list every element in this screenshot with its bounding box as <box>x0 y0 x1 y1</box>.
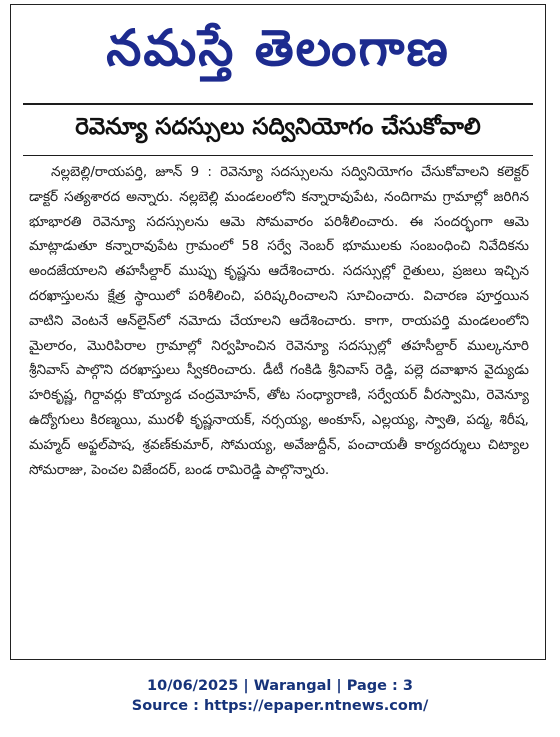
divider-headline <box>23 155 533 156</box>
masthead <box>11 9 545 87</box>
article-paragraph: నల్లబెల్లి/రాయపర్తి, జూన్ 9 : రెవెన్యూ సదస్సులను సద్వినియోగం చేసుకోవాలని కలెక్టర్ డాక్టర్ సత్యశారద అన్నారు. నల్లబెల్లి మండలంలోని కన్నారావుపేట, నందిగామ గ్రామాల్లో జరిగిన భూభారతి రెవెన్యూ సదస్సులను ఆమె సోమవారం పరిశీలించారు. ఈ సందర్భంగా ఆమె మాట్లాడుతూ కన్నారావుపేట గ్రామంలో 58 సర్వే నెంబర్ భూములకు సంబంధించి నివేదికను అందజేయాలని తహసీల్దార్ ముప్పు కృష్ణను ఆదేశించారు. సదస్సుల్లో రైతులు, ప్రజలు ఇచ్చిన దరఖాస్తులను క్షేత్ర స్థాయిలో పరిశీలించి, పరిష్కరించాలని సూచించారు. విచారణ పూర్తయిన వాటిని వెంటనే ఆన్‌లైన్‌లో నమోదు చేయాలని ఆదేశించారు. కాగా, రాయపర్తి మండలంలోని మైలారం, మొరిపిరాల గ్రామాల్లో నిర్వహించిన రెవెన్యూ సదస్సుల్లో తహసీల్దార్ ముల్కనూరి శ్రీనివాస్ పాల్గొని దరఖాస్తులు స్వీకరించారు. డీటీ గంకిడి శ్రీనివాస్ రెడ్డి, పల్లె దవాఖాన వైద్యుడు హరికృష్ణ, గిర్దావర్లు కొయ్యాడ చంద్రమోహన్, తోట సంధ్యారాణి, సర్వేయర్ వీరస్వామి, రెవెన్యూ ఉద్యోగులు కిరణ్మయి, మురళీ కృష్ణనాయక్, నర్సయ్య, అంకూస్, ఎల్లయ్య, స్వాతి, పద్మ, శిరీష, మహ్మద్ అఫ్జల్‌పాష, శ్రవణ్‌కుమార్, సోమయ్య, అవేజుద్దీన్, పంచాయతీ కార్యదర్శులు చిట్యాల సోమరాజు, పెంచల విజేందర్, బండ రామిరెడ్డి పాల్గొన్నారు. <box>29 164 529 478</box>
divider-top <box>23 103 533 105</box>
clipping-footer <box>0 676 560 716</box>
article-headline: రెవెన్యూ సదస్సులు సద్వినియోగం చేసుకోవాలి <box>75 114 481 140</box>
publication-info: 10/06/2025 | Warangal | Page : 3 <box>147 678 413 694</box>
newspaper-logo: నమస్తే తెలంగాణ <box>106 19 450 77</box>
article-body <box>29 160 529 656</box>
clipping-frame <box>10 4 546 660</box>
source-link[interactable]: Source : https://epaper.ntnews.com/ <box>131 698 429 714</box>
